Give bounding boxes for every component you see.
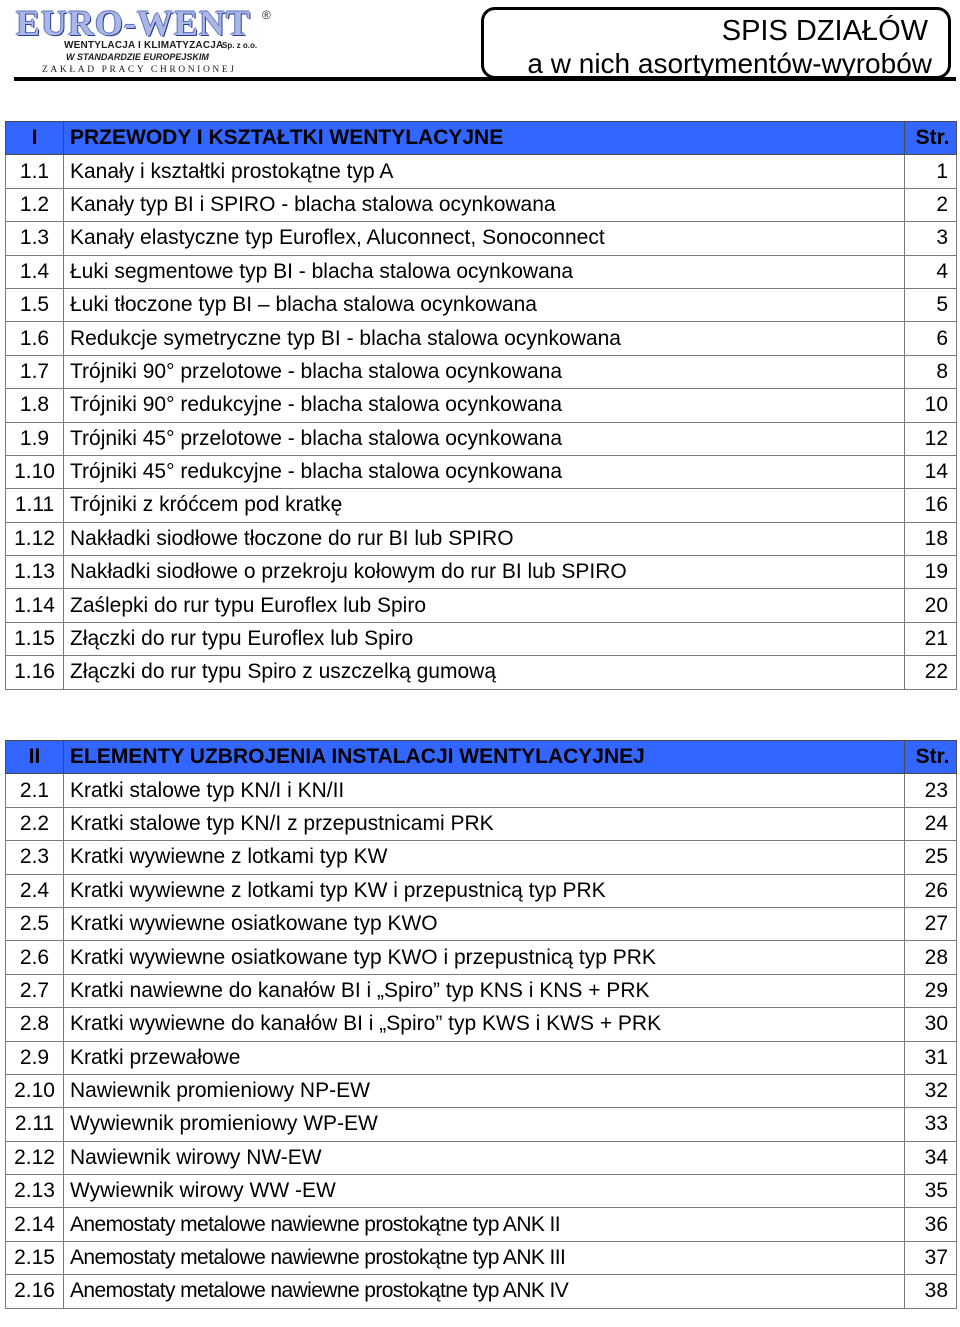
table-row xyxy=(6,1008,957,1041)
item-page: 20 xyxy=(905,589,957,622)
item-number: 2.3 xyxy=(6,841,64,874)
item-name: Kratki wywiewne osiatkowane typ KWO i przepustnicą typ PRK xyxy=(64,941,905,974)
item-number: 2.16 xyxy=(6,1275,64,1308)
item-name: Złączki do rur typu Euroflex lub Spiro xyxy=(64,622,905,655)
item-page: 4 xyxy=(905,255,957,288)
table-row xyxy=(6,489,957,522)
item-page: 8 xyxy=(905,355,957,388)
item-page: 18 xyxy=(905,522,957,555)
item-number: 1.14 xyxy=(6,589,64,622)
logo-brand: EURO-WENT xyxy=(16,3,252,43)
table-row xyxy=(6,589,957,622)
page-column-header: Str. xyxy=(905,122,957,155)
item-number: 2.5 xyxy=(6,907,64,940)
item-number: 2.6 xyxy=(6,941,64,974)
item-page: 38 xyxy=(905,1275,957,1308)
table-row xyxy=(6,1275,957,1308)
table-row xyxy=(6,907,957,940)
table-row xyxy=(6,774,957,807)
item-number: 2.8 xyxy=(6,1008,64,1041)
item-number: 2.11 xyxy=(6,1108,64,1141)
item-name: Anemostaty metalowe nawiewne prostokątne typ ANK IV xyxy=(64,1275,905,1308)
page-subtitle: a w nich asortymentów-wyrobów xyxy=(527,48,932,79)
item-page: 32 xyxy=(905,1074,957,1107)
item-name: Trójniki 45° przelotowe - blacha stalowa ocynkowana xyxy=(64,422,905,455)
item-number: 2.13 xyxy=(6,1175,64,1208)
item-page: 10 xyxy=(905,389,957,422)
title-box xyxy=(481,7,951,79)
table-row xyxy=(6,322,957,355)
item-page: 31 xyxy=(905,1041,957,1074)
item-page: 23 xyxy=(905,774,957,807)
section-table-2 xyxy=(5,740,957,1309)
table-row xyxy=(6,1074,957,1107)
item-name: Nawiewnik wirowy NW-EW xyxy=(64,1141,905,1174)
item-name: Kratki przewałowe xyxy=(64,1041,905,1074)
item-page: 29 xyxy=(905,974,957,1007)
item-page: 33 xyxy=(905,1108,957,1141)
item-number: 1.12 xyxy=(6,522,64,555)
logo-tagline-3: ZAKŁAD PRACY CHRONIONEJ xyxy=(42,65,237,75)
section-title: ELEMENTY UZBROJENIA INSTALACJI WENTYLACYJNEJ xyxy=(64,741,905,774)
item-number: 2.2 xyxy=(6,807,64,840)
item-page: 34 xyxy=(905,1141,957,1174)
item-page: 24 xyxy=(905,807,957,840)
table-row xyxy=(6,1108,957,1141)
item-name: Trójniki 90° przelotowe - blacha stalowa ocynkowana xyxy=(64,355,905,388)
item-name: Kanały typ BI i SPIRO - blacha stalowa ocynkowana xyxy=(64,188,905,221)
table-row xyxy=(6,455,957,488)
section-number: I xyxy=(6,122,64,155)
item-number: 1.5 xyxy=(6,288,64,321)
table-row xyxy=(6,656,957,689)
registered-mark: ® xyxy=(262,8,271,22)
table-row xyxy=(6,874,957,907)
item-name: Łuki tłoczone typ BI – blacha stalowa ocynkowana xyxy=(64,288,905,321)
item-name: Trójniki 45° redukcyjne - blacha stalowa ocynkowana xyxy=(64,455,905,488)
table-row xyxy=(6,1141,957,1174)
item-page: 3 xyxy=(905,222,957,255)
item-page: 19 xyxy=(905,556,957,589)
item-page: 1 xyxy=(905,155,957,188)
item-page: 5 xyxy=(905,288,957,321)
item-name: Kratki nawiewne do kanałów BI i „Spiro” typ KNS i KNS + PRK xyxy=(64,974,905,1007)
table-row xyxy=(6,556,957,589)
item-number: 1.9 xyxy=(6,422,64,455)
item-number: 1.6 xyxy=(6,322,64,355)
item-page: 36 xyxy=(905,1208,957,1241)
item-page: 2 xyxy=(905,188,957,221)
item-number: 1.2 xyxy=(6,188,64,221)
logo-company-form: Sp. z o.o. xyxy=(222,41,258,50)
item-number: 1.15 xyxy=(6,622,64,655)
item-name: Łuki segmentowe typ BI - blacha stalowa ocynkowana xyxy=(64,255,905,288)
page-header xyxy=(0,0,960,90)
item-name: Kratki wywiewne z lotkami typ KW i przepustnicą typ PRK xyxy=(64,874,905,907)
item-number: 2.9 xyxy=(6,1041,64,1074)
table-row xyxy=(6,1041,957,1074)
table-row xyxy=(6,522,957,555)
table-row xyxy=(6,1208,957,1241)
table-row xyxy=(6,1241,957,1274)
item-number: 1.1 xyxy=(6,155,64,188)
item-name: Kratki wywiewne do kanałów BI i „Spiro” typ KWS i KWS + PRK xyxy=(64,1008,905,1041)
item-number: 2.4 xyxy=(6,874,64,907)
item-name: Anemostaty metalowe nawiewne prostokątne typ ANK III xyxy=(64,1241,905,1274)
table-row xyxy=(6,222,957,255)
item-name: Złączki do rur typu Spiro z uszczelką gumową xyxy=(64,656,905,689)
item-page: 27 xyxy=(905,907,957,940)
item-number: 2.12 xyxy=(6,1141,64,1174)
item-page: 12 xyxy=(905,422,957,455)
logo-tagline-2: W STANDARDZIE EUROPEJSKIM xyxy=(66,52,209,62)
item-page: 28 xyxy=(905,941,957,974)
item-number: 2.1 xyxy=(6,774,64,807)
page-column-header: Str. xyxy=(905,741,957,774)
item-number: 1.8 xyxy=(6,389,64,422)
item-page: 25 xyxy=(905,841,957,874)
item-number: 1.4 xyxy=(6,255,64,288)
table-row xyxy=(6,255,957,288)
item-page: 16 xyxy=(905,489,957,522)
item-name: Kratki wywiewne osiatkowane typ KWO xyxy=(64,907,905,940)
item-page: 26 xyxy=(905,874,957,907)
item-name: Kanały i kształtki prostokątne typ A xyxy=(64,155,905,188)
item-page: 30 xyxy=(905,1008,957,1041)
item-page: 21 xyxy=(905,622,957,655)
item-number: 2.14 xyxy=(6,1208,64,1241)
item-number: 1.3 xyxy=(6,222,64,255)
item-name: Trójniki 90° redukcyjne - blacha stalowa ocynkowana xyxy=(64,389,905,422)
company-logo xyxy=(14,4,284,76)
table-row xyxy=(6,188,957,221)
section-header-row xyxy=(6,741,957,774)
item-name: Anemostaty metalowe nawiewne prostokątne typ ANK II xyxy=(64,1208,905,1241)
item-name: Wywiewnik wirowy WW -EW xyxy=(64,1175,905,1208)
table-row xyxy=(6,974,957,1007)
item-name: Kratki wywiewne z lotkami typ KW xyxy=(64,841,905,874)
table-row xyxy=(6,155,957,188)
table-row xyxy=(6,389,957,422)
table-row xyxy=(6,1175,957,1208)
table-row xyxy=(6,355,957,388)
item-name: Nawiewnik promieniowy NP-EW xyxy=(64,1074,905,1107)
item-number: 2.7 xyxy=(6,974,64,1007)
item-page: 14 xyxy=(905,455,957,488)
item-name: Kanały elastyczne typ Euroflex, Aluconnect, Sonoconnect xyxy=(64,222,905,255)
item-name: Nakładki siodłowe o przekroju kołowym do rur BI lub SPIRO xyxy=(64,556,905,589)
section-number: II xyxy=(6,741,64,774)
item-number: 1.16 xyxy=(6,656,64,689)
item-page: 6 xyxy=(905,322,957,355)
item-name: Trójniki z króćcem pod kratkę xyxy=(64,489,905,522)
table-row xyxy=(6,422,957,455)
item-page: 35 xyxy=(905,1175,957,1208)
section-table-1 xyxy=(5,121,957,690)
item-name: Kratki stalowe typ KN/I i KN/II xyxy=(64,774,905,807)
item-page: 37 xyxy=(905,1241,957,1274)
item-number: 2.10 xyxy=(6,1074,64,1107)
item-name: Kratki stalowe typ KN/I z przepustnicami PRK xyxy=(64,807,905,840)
section-header-row xyxy=(6,122,957,155)
item-name: Nakładki siodłowe tłoczone do rur BI lub SPIRO xyxy=(64,522,905,555)
table-row xyxy=(6,841,957,874)
table-row xyxy=(6,288,957,321)
item-number: 2.15 xyxy=(6,1241,64,1274)
section-title: PRZEWODY I KSZTAŁTKI WENTYLACYJNE xyxy=(64,122,905,155)
item-name: Redukcje symetryczne typ BI - blacha stalowa ocynkowana xyxy=(64,322,905,355)
item-name: Wywiewnik promieniowy WP-EW xyxy=(64,1108,905,1141)
item-number: 1.10 xyxy=(6,455,64,488)
logo-tagline-1: WENTYLACJA I KLIMATYZACJA xyxy=(64,40,224,51)
item-number: 1.7 xyxy=(6,355,64,388)
table-row xyxy=(6,807,957,840)
item-number: 1.11 xyxy=(6,489,64,522)
table-row xyxy=(6,941,957,974)
item-name: Zaślepki do rur typu Euroflex lub Spiro xyxy=(64,589,905,622)
table-row xyxy=(6,622,957,655)
page-title: SPIS DZIAŁÓW xyxy=(721,15,928,47)
item-page: 22 xyxy=(905,656,957,689)
item-number: 1.13 xyxy=(6,556,64,589)
